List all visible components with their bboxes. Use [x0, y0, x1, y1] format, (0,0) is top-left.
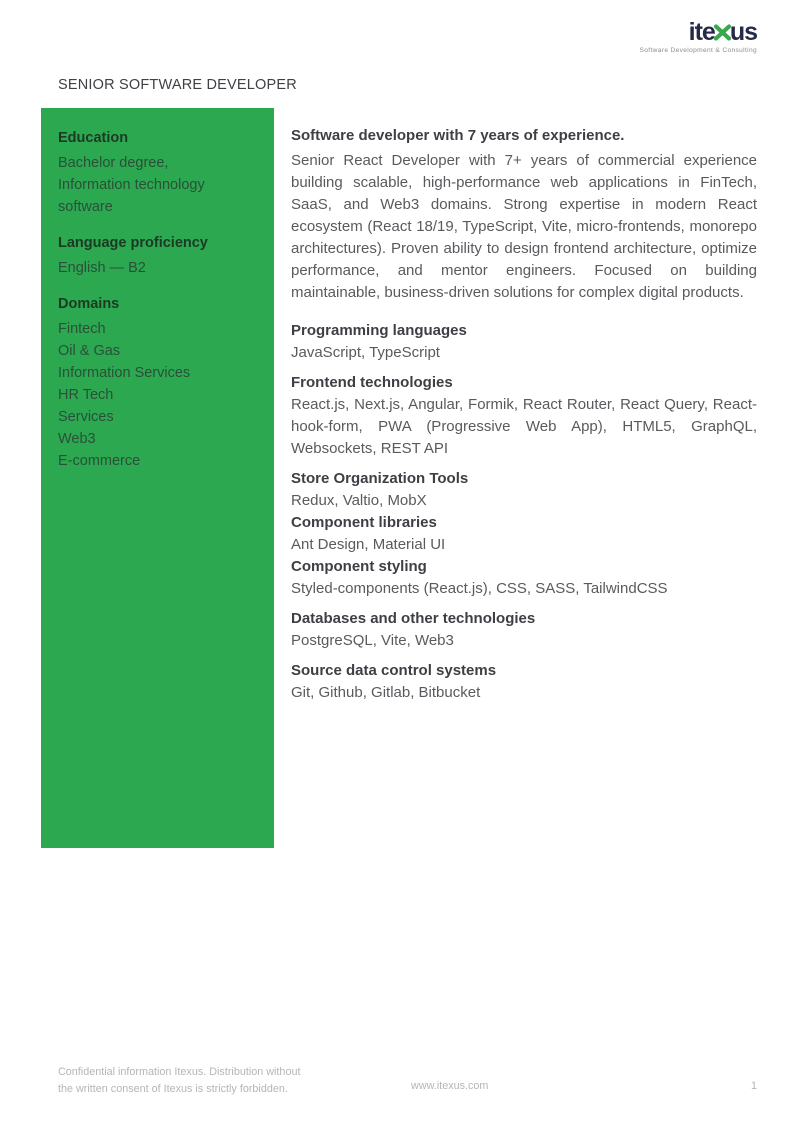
- section-frontend-technologies: [291, 372, 757, 460]
- section-heading: Component libraries: [291, 514, 437, 531]
- sidebar-section-education: [58, 127, 257, 218]
- sidebar-heading-education: Education: [58, 130, 129, 146]
- section-heading: Programming languages: [291, 322, 467, 339]
- sidebar-text-line: software: [58, 199, 113, 215]
- section-programming-languages: [291, 320, 757, 364]
- sidebar: [41, 108, 274, 848]
- page-title: SENIOR SOFTWARE DEVELOPER: [58, 77, 297, 93]
- logo-tagline: Software Development & Consulting: [639, 47, 757, 54]
- main-content: [291, 125, 757, 704]
- confidential-line: the written consent of Itexus is strictly forbidden.: [58, 1082, 288, 1095]
- section-heading: Component styling: [291, 558, 427, 575]
- logo-x-icon: [713, 21, 732, 46]
- section-heading: Databases and other technologies: [291, 610, 536, 627]
- sidebar-domain-item: Services: [58, 409, 114, 425]
- itexus-logo: [640, 20, 757, 54]
- section-text: Ant Design, Material UI: [291, 536, 446, 553]
- section-heading: Store Organization Tools: [291, 470, 469, 487]
- section-text: Styled-components (React.js), CSS, SASS, TailwindCSS: [291, 580, 668, 597]
- sidebar-section-language: [58, 232, 257, 279]
- page-footer: [58, 1064, 757, 1104]
- sidebar-section-domains: [58, 293, 257, 472]
- sidebar-heading-domains: Domains: [58, 296, 120, 312]
- section-text: React.js, Next.js, Angular, Formik, React Router, React Query, React-hook-form, PWA (Progressive Web App), HTML5, GraphQL, Websockets, REST API: [291, 396, 757, 457]
- section-heading: Source data control systems: [291, 662, 497, 679]
- sidebar-text-line: Information technology: [58, 177, 205, 193]
- sidebar-domain-item: E-commerce: [58, 453, 141, 469]
- sidebar-heading-language: Language proficiency: [58, 235, 208, 251]
- sidebar-text-line: Bachelor degree,: [58, 155, 169, 171]
- logo-text-pre: ite: [688, 18, 715, 46]
- sidebar-domain-item: Web3: [58, 431, 96, 447]
- section-text: Redux, Valtio, MobX: [291, 492, 427, 509]
- sidebar-domain-item: HR Tech: [58, 387, 114, 403]
- sidebar-domain-item: Oil & Gas: [58, 343, 121, 359]
- page-number: 1: [750, 1080, 757, 1092]
- section-heading: Frontend technologies: [291, 374, 453, 391]
- section-source-control: [291, 660, 757, 704]
- confidential-line: Confidential information Itexus. Distribution without: [58, 1066, 301, 1078]
- website-url: www.itexus.com: [411, 1080, 489, 1092]
- sidebar-domain-item: Information Services: [58, 365, 191, 381]
- section-text: JavaScript, TypeScript: [291, 344, 440, 361]
- confidential-notice: [58, 1064, 300, 1097]
- section-component-libraries: [291, 512, 757, 556]
- section-text: Git, Github, Gitlab, Bitbucket: [291, 684, 481, 701]
- sidebar-text-line: English — B2: [58, 260, 146, 276]
- summary-heading: Software developer with 7 years of experience.: [291, 127, 625, 144]
- logo-wordmark: [640, 20, 757, 45]
- sidebar-domain-item: Fintech: [58, 321, 106, 337]
- section-text: PostgreSQL, Vite, Web3: [291, 632, 454, 649]
- summary-paragraph: Senior React Developer with 7+ years of commercial experience building scalable, high-performance web applications in FinTech, SaaS, and Web3 domains. Strong expertise in modern React ecosystem (React 18/19, TypeScript, Vite, micro-frontends, monorepo architectures). Proven ability to design frontend architecture, optimize performance, and mentor engineers. Focused on building maintainable, business-driven solutions for complex digital products.: [291, 152, 757, 301]
- section-store-organization-tools: [291, 468, 757, 512]
- section-databases: [291, 608, 757, 652]
- logo-text-post: us: [729, 18, 757, 46]
- section-component-styling: [291, 556, 757, 600]
